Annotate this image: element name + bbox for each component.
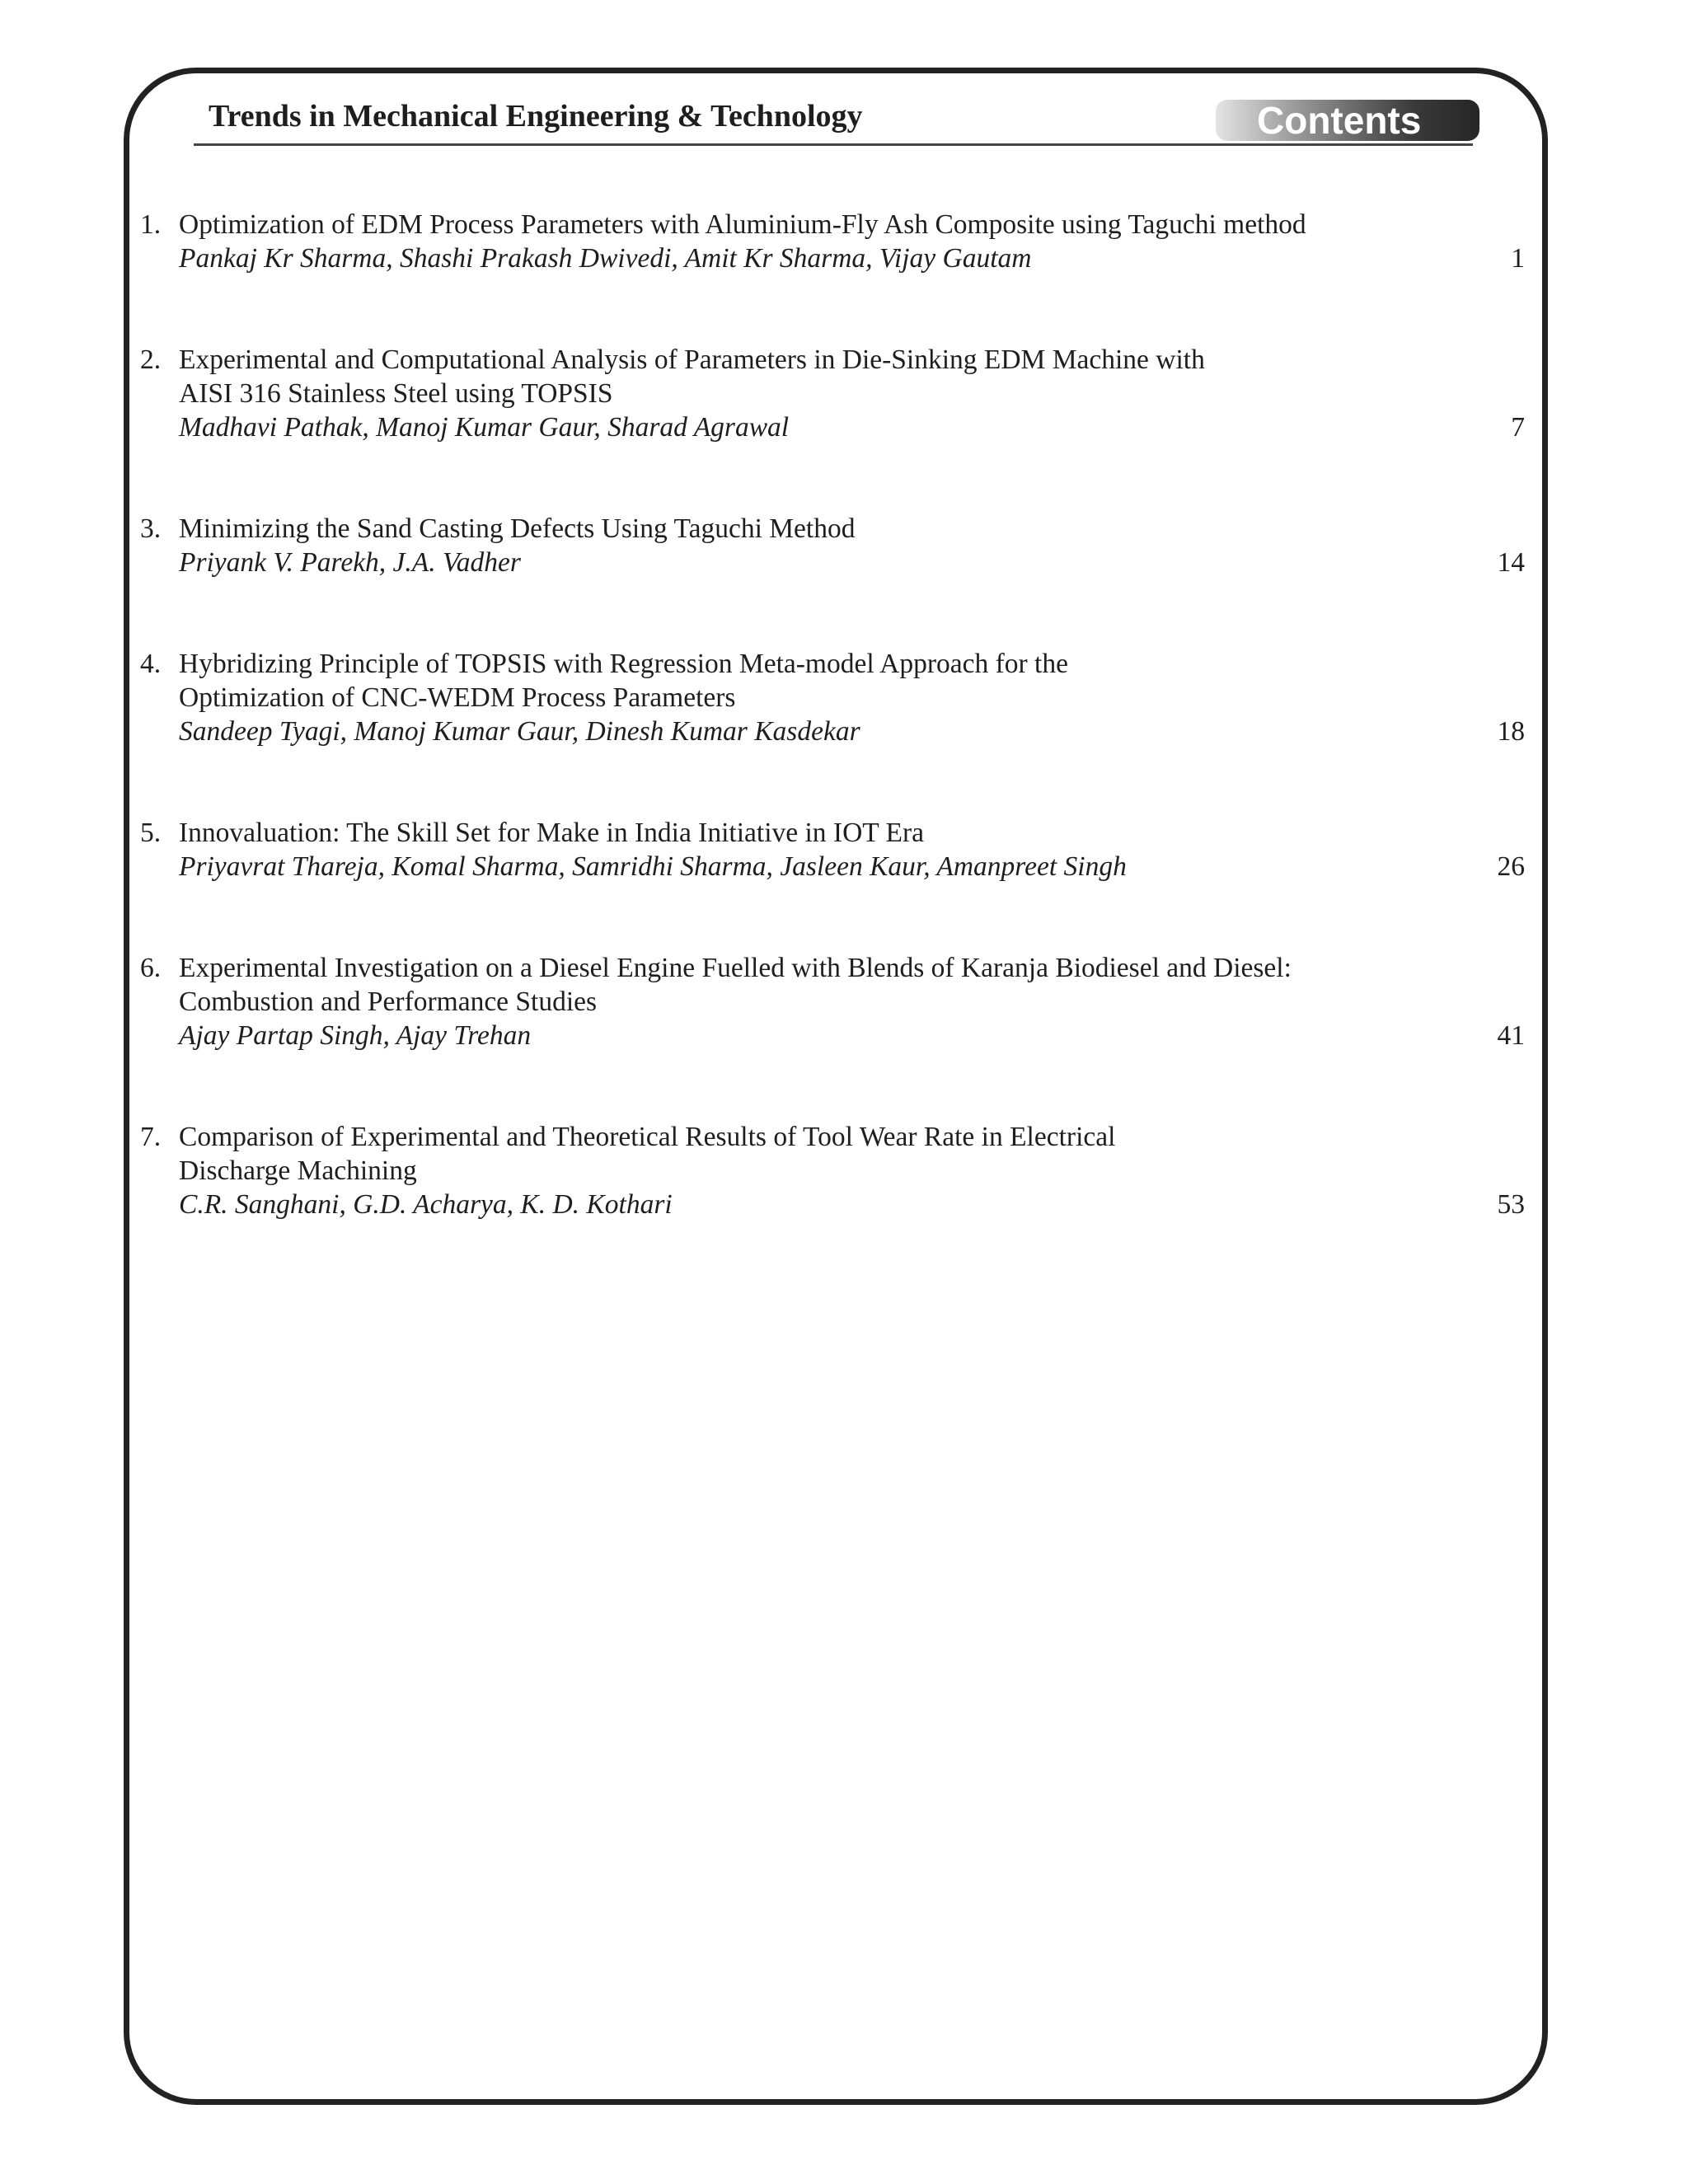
table-of-contents [140,208,1525,1289]
entry-authors: Madhavi Pathak, Manoj Kumar Gaur, Sharad Agrawal [179,412,790,443]
entry-number: 1. [140,209,162,240]
entry-title-line: Discharge Machining [179,1155,417,1186]
entry-number: 7. [140,1122,162,1152]
header-rule [194,143,1473,146]
contents-badge: Contents [1216,100,1479,141]
toc-entry-7[interactable] [140,1120,1525,1221]
entry-title-line: Innovaluation: The Skill Set for Make in India Initiative in IOT Era [179,818,924,848]
entry-page-number: 53 [1497,1189,1525,1220]
entry-number: 5. [140,818,162,848]
entry-title-line: Combustion and Performance Studies [179,987,598,1017]
entry-title [140,951,1525,985]
entry-page-number: 18 [1497,716,1525,747]
entry-authors: Priyank V. Parekh, J.A. Vadher [179,547,521,578]
journal-title: Trends in Mechanical Engineering & Technology [209,99,863,134]
toc-entry-1[interactable] [140,208,1525,275]
entry-title [140,208,1525,241]
entry-title-line: Optimization of CNC-WEDM Process Parameters [179,682,736,713]
entry-authors: Sandeep Tyagi, Manoj Kumar Gaur, Dinesh Kumar Kasdekar [179,716,860,747]
entry-title-line: Experimental and Computational Analysis of Parameters in Die-Sinking EDM Machine with [179,344,1205,375]
entry-title [140,647,1525,681]
entry-page-number: 7 [1511,412,1525,443]
entry-title-line: Experimental Investigation on a Diesel Engine Fuelled with Blends of Karanja Biodiesel and Diesel: [179,953,1292,983]
entry-page-number: 14 [1497,547,1525,578]
entry-title [140,512,1525,546]
entry-title-line: Minimizing the Sand Casting Defects Using Taguchi Method [179,513,856,544]
entry-page-number: 41 [1497,1020,1525,1051]
toc-entry-6[interactable] [140,951,1525,1052]
toc-entry-4[interactable] [140,647,1525,748]
entry-number: 4. [140,649,162,679]
entry-title [140,1120,1525,1154]
entry-authors: Pankaj Kr Sharma, Shashi Prakash Dwivedi, Amit Kr Sharma, Vijay Gautam [179,243,1032,274]
entry-page-number: 1 [1511,243,1525,274]
entry-title [140,816,1525,850]
entry-title-line: Optimization of EDM Process Parameters with Aluminium-Fly Ash Composite using Taguchi method [179,209,1306,240]
toc-entry-3[interactable] [140,512,1525,579]
page-header [194,97,1473,147]
entry-title-line: AISI 316 Stainless Steel using TOPSIS [179,378,613,409]
entry-authors: C.R. Sanghani, G.D. Acharya, K. D. Kothari [179,1189,673,1220]
entry-number: 3. [140,513,162,544]
entry-title-line: Hybridizing Principle of TOPSIS with Regression Meta-model Approach for the [179,649,1068,679]
entry-number: 6. [140,953,162,983]
entry-authors: Ajay Partap Singh, Ajay Trehan [179,1020,532,1051]
entry-page-number: 26 [1497,851,1525,882]
toc-entry-5[interactable] [140,816,1525,883]
entry-authors: Priyavrat Thareja, Komal Sharma, Samridhi Sharma, Jasleen Kaur, Amanpreet Singh [179,851,1127,882]
entry-title [140,343,1525,377]
toc-entry-2[interactable] [140,343,1525,444]
entry-number: 2. [140,344,162,375]
entry-title-line: Comparison of Experimental and Theoretical Results of Tool Wear Rate in Electrical [179,1122,1116,1152]
